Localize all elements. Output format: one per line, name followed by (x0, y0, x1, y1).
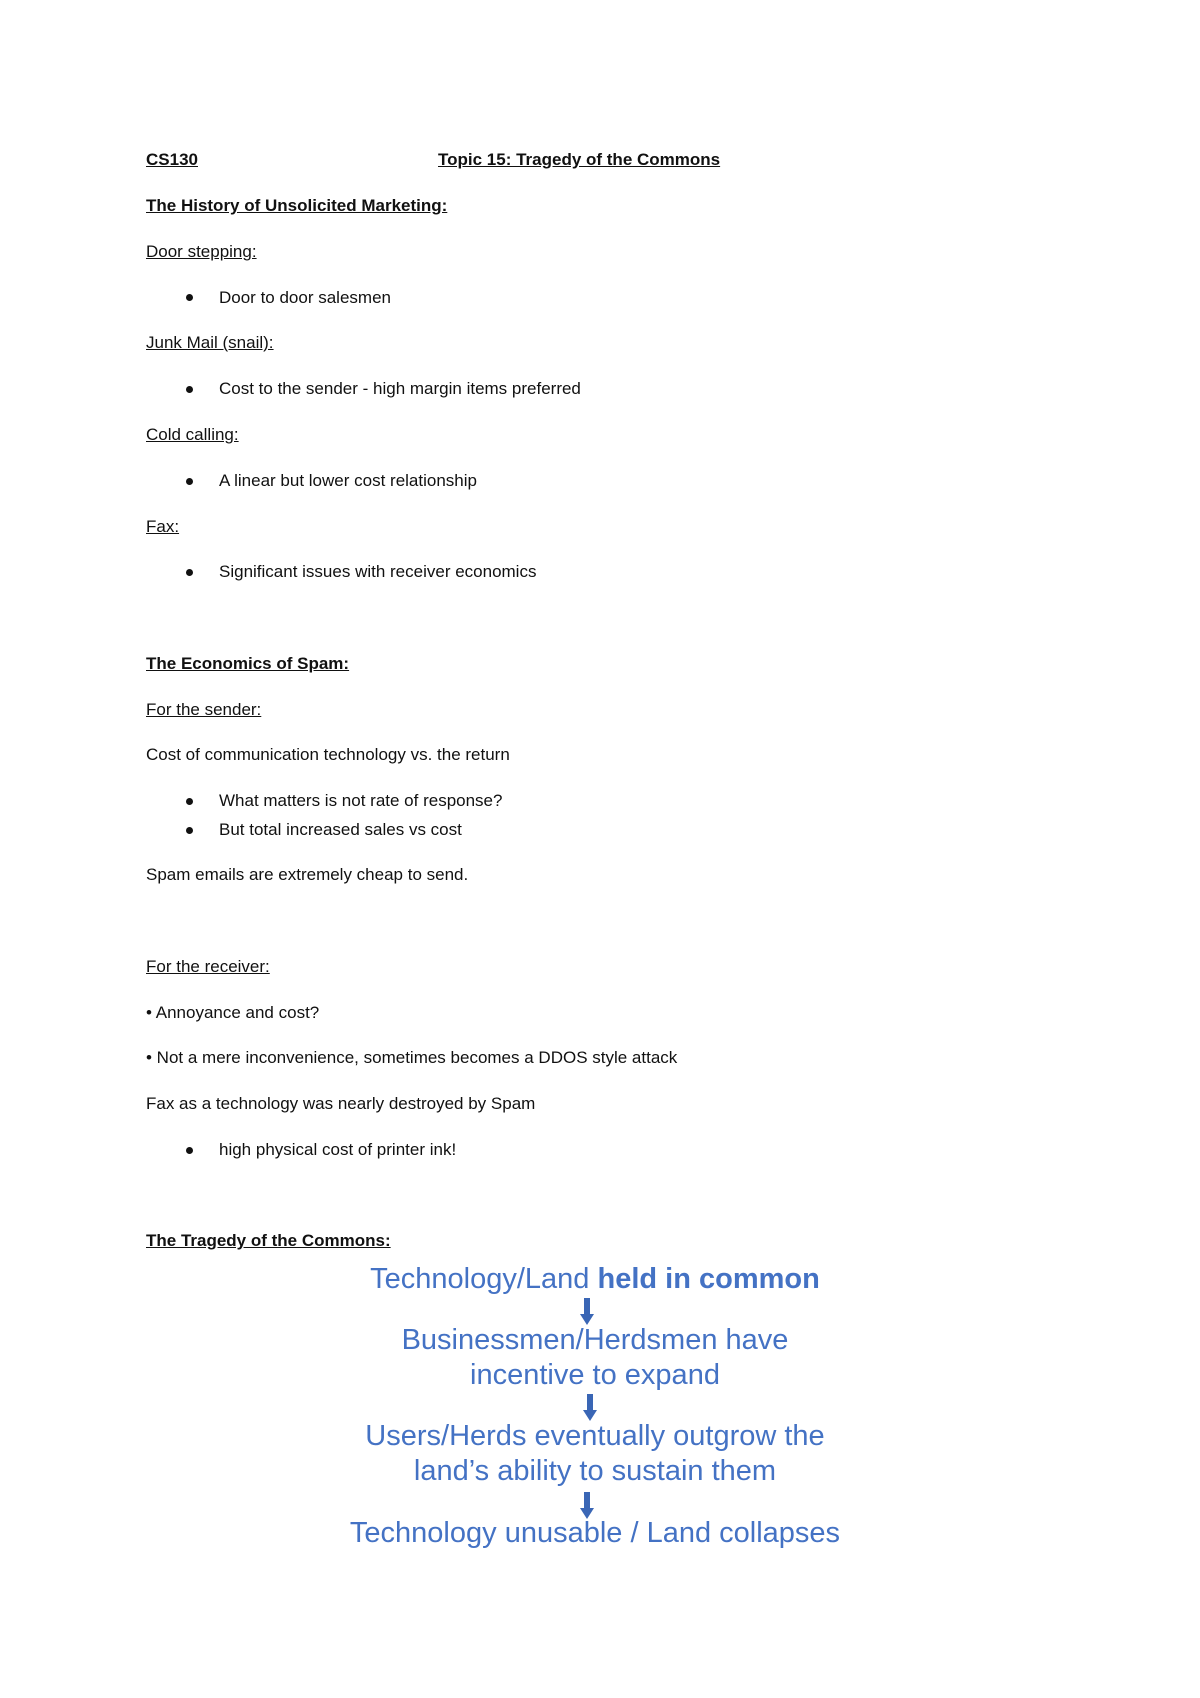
bullet-icon (186, 1147, 193, 1154)
economics-heading: The Economics of Spam: (146, 654, 350, 673)
bullet-icon (186, 827, 193, 834)
sender-label: For the sender: (146, 700, 262, 719)
bullet-icon (186, 386, 193, 393)
fax-bullet: Significant issues with receiver economics (219, 562, 537, 581)
diagram-step-1 (0, 1262, 1190, 1296)
receiver-line: • Not a mere inconvenience, sometimes becomes a DDOS style attack (146, 1048, 678, 1067)
arrow-down-icon (583, 1394, 597, 1422)
receiver-label: For the receiver: (146, 957, 270, 976)
bullet-icon (186, 478, 193, 485)
sender-text: Cost of communication technology vs. the return (146, 745, 510, 764)
door-stepping-bullet: Door to door salesmen (219, 288, 391, 307)
arrow-down-icon (580, 1298, 594, 1326)
cold-calling-bullet: A linear but lower cost relationship (219, 471, 477, 490)
cold-calling-label: Cold calling: (146, 425, 239, 444)
sender-bullet: What matters is not rate of response? (219, 791, 503, 810)
diagram-step-2-cont: incentive to expand (470, 1359, 720, 1391)
course-code: CS130 (146, 150, 198, 169)
junk-mail-bullet: Cost to the sender - high margin items preferred (219, 379, 581, 398)
door-stepping-label: Door stepping: (146, 242, 257, 261)
fax-label: Fax: (146, 517, 180, 536)
topic-title: Topic 15: Tragedy of the Commons (438, 150, 721, 169)
junk-mail-label: Junk Mail (snail): (146, 333, 274, 352)
diagram-step-3: Users/Herds eventually outgrow the (365, 1420, 825, 1452)
bullet-icon (186, 798, 193, 805)
bullet-icon (186, 569, 193, 576)
step-1-text: Technology/Land (370, 1263, 598, 1295)
diagram-step-3-cont: land’s ability to sustain them (413, 1455, 777, 1487)
sender-bullet: But total increased sales vs cost (219, 820, 462, 839)
sender-note: Spam emails are extremely cheap to send. (146, 865, 469, 884)
tragedy-heading: The Tragedy of the Commons: (146, 1231, 391, 1250)
fax-ink-bullet: high physical cost of printer ink! (219, 1140, 457, 1159)
diagram-step-2: Businessmen/Herdsmen have (401, 1324, 789, 1356)
step-1-bold-text: held in common (597, 1263, 820, 1295)
diagram-step-4: Technology unusable / Land collapses (349, 1517, 841, 1549)
history-heading: The History of Unsolicited Marketing: (146, 196, 448, 215)
fax-note: Fax as a technology was nearly destroyed by Spam (146, 1094, 536, 1113)
receiver-line: • Annoyance and cost? (146, 1003, 320, 1022)
bullet-icon (186, 294, 193, 301)
